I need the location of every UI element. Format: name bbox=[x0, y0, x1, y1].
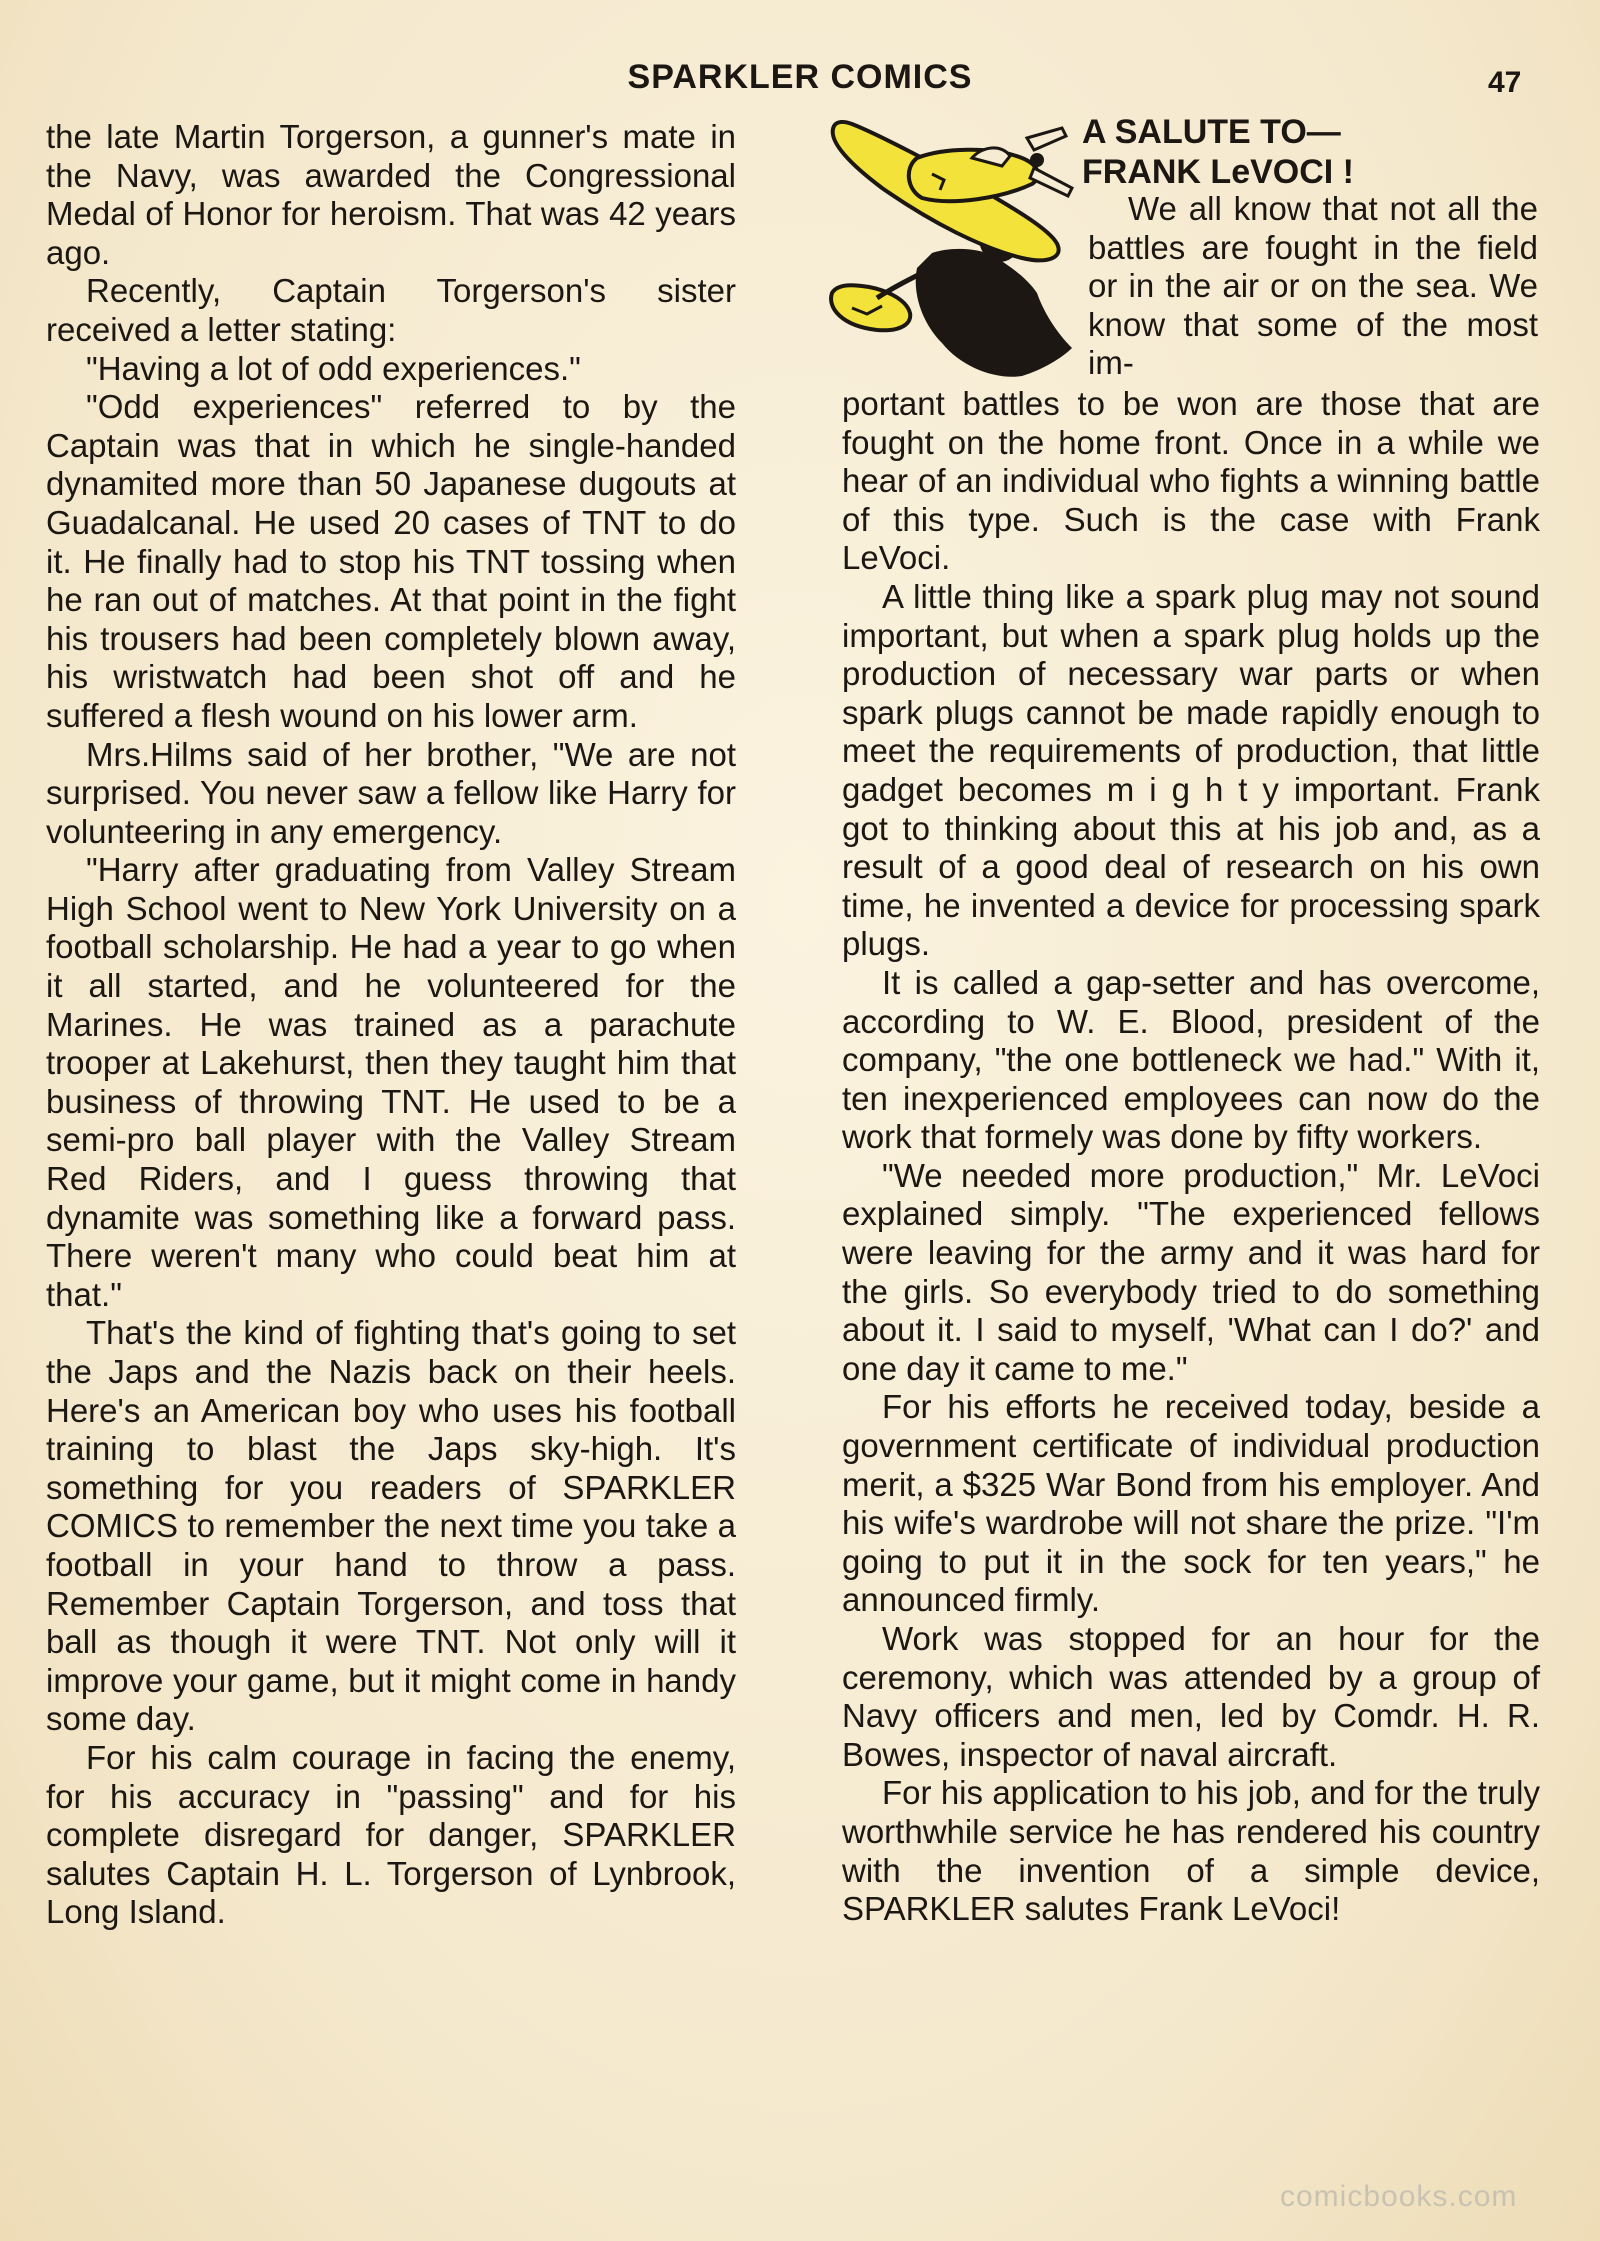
article-paragraph: the late Martin Torgerson, a gunner's mate in the Navy, was awarded the Congressional Medal of Honor for heroism. That was 42 years ago. bbox=[46, 118, 736, 271]
article-paragraph: We all know that not all the battles are fought in the field or in the air or on the sea. We know that some of the most im- bbox=[1088, 190, 1538, 382]
page-number: 47 bbox=[1488, 66, 1522, 99]
right-article-column bbox=[842, 385, 1540, 1929]
article-paragraph: Work was stopped for an hour for the ceremony, which was attended by a group of Navy officers and men, led by Comdr. H. R. Bowes, inspector of naval aircraft. bbox=[842, 1620, 1540, 1773]
page-header-title: SPARKLER COMICS bbox=[627, 58, 973, 96]
article-paragraph: For his application to his job, and for the truly worthwhile service he has rendered his country with the invention of a simple device, SPARKLER salutes Frank LeVoci! bbox=[842, 1774, 1540, 1928]
article-paragraph: "Having a lot of odd experiences." bbox=[86, 349, 581, 387]
article-paragraph: portant battles to be won are those that are fought on the home front. Once in a while we hear of an individual who fights a winning battle of this type. Such is the case with Frank LeVoci. bbox=[842, 385, 1540, 577]
watermark: comicbooks.com bbox=[1280, 2180, 1518, 2213]
article-paragraph: Mrs.Hilms said of her brother, "We are not surprised. You never saw a fellow like Harry for volunteering in any emergency. bbox=[46, 735, 736, 850]
salute-heading-line2: FRANK LeVOCI ! bbox=[1082, 153, 1354, 191]
article-paragraph: For his calm courage in facing the enemy, for his accuracy in "passing" and for his complete disregard for danger, SPARKLER salutes Captain H. L. Torgerson of Lynbrook, Long Island. bbox=[46, 1738, 736, 1931]
article-paragraph: A little thing like a spark plug may not sound important, but when a spark plug holds up the production of necessary war parts or when spark plugs cannot be made rapidly enough to meet the requirements of production, that little gadget becomes m i g h t y important. Frank got to thinking about this at his job and, as a result of a good deal of research on his own time, he invented a device for processing spark plugs. bbox=[842, 577, 1540, 963]
article-paragraph: It is called a gap-setter and has overcome, according to W. E. Blood, president of the company, "the one bottleneck we had." With it, ten inexperienced employees can now do the work that formely was done by fifty workers. bbox=[842, 963, 1540, 1156]
salute-intro bbox=[1088, 190, 1538, 383]
article-paragraph: "We needed more production," Mr. LeVoci explained simply. "The experienced fellows were leaving for the army and it was hard for the girls. So everybody tried to do something about it. I said to myself, 'What can I do?' and one day it came to me." bbox=[842, 1156, 1540, 1387]
plane-tail bbox=[831, 285, 910, 330]
article-paragraph: "Harry after graduating from Valley Stream High School went to New York University on a football scholarship. He had a year to go when it all started, and he volunteered for the Marines. He was trained as a parachute trooper at Lakehurst, then they taught him that business of throwing TNT. He used to be a semi-pro ball player with the Valley Stream Red Riders, and I guess throwing that dynamite was something like a forward pass. There weren't many who could beat him at that." bbox=[46, 851, 736, 1313]
figure-silhouette bbox=[916, 249, 1072, 377]
article-paragraph: That's the kind of fighting that's going to set the Japs and the Nazis back on their heels. Here's an American boy who uses his football training to blast the Japs sky-high. It's something for you readers of SPARKLER COMICS to remember the next time you take a football in your hand to throw a pass. Remember Captain Torgerson, and toss that ball as though it were TNT. Not only will it improve your game, but it might come in handy some day. bbox=[46, 1314, 736, 1738]
article-paragraph: For his efforts he received today, beside a government certificate of individual production merit, a $325 War Bond from his employer. And his wife's wardrobe will not share the prize. "I'm going to put it in the sock for ten years," he announced firmly. bbox=[842, 1388, 1540, 1619]
salute-heading bbox=[1082, 112, 1522, 192]
article-paragraph: "Odd experiences" referred to by the Captain was that in which he single-handed dynamited more than 50 Japanese dugouts at Guadalcanal. He used 20 cases of TNT to do it. He finally had to stop his TNT tossing when he ran out of matches. At that point in the fight his trousers had been completely blown away, his wristwatch had been shot off and he suffered a flesh wound on his lower arm. bbox=[46, 388, 736, 734]
left-article-column bbox=[46, 118, 736, 1932]
salute-heading-line1: A SALUTE TO— bbox=[1082, 113, 1341, 151]
airplane-illustration bbox=[822, 118, 1090, 388]
article-paragraph: Recently, Captain Torgerson's sister received a letter stating: bbox=[46, 272, 736, 348]
